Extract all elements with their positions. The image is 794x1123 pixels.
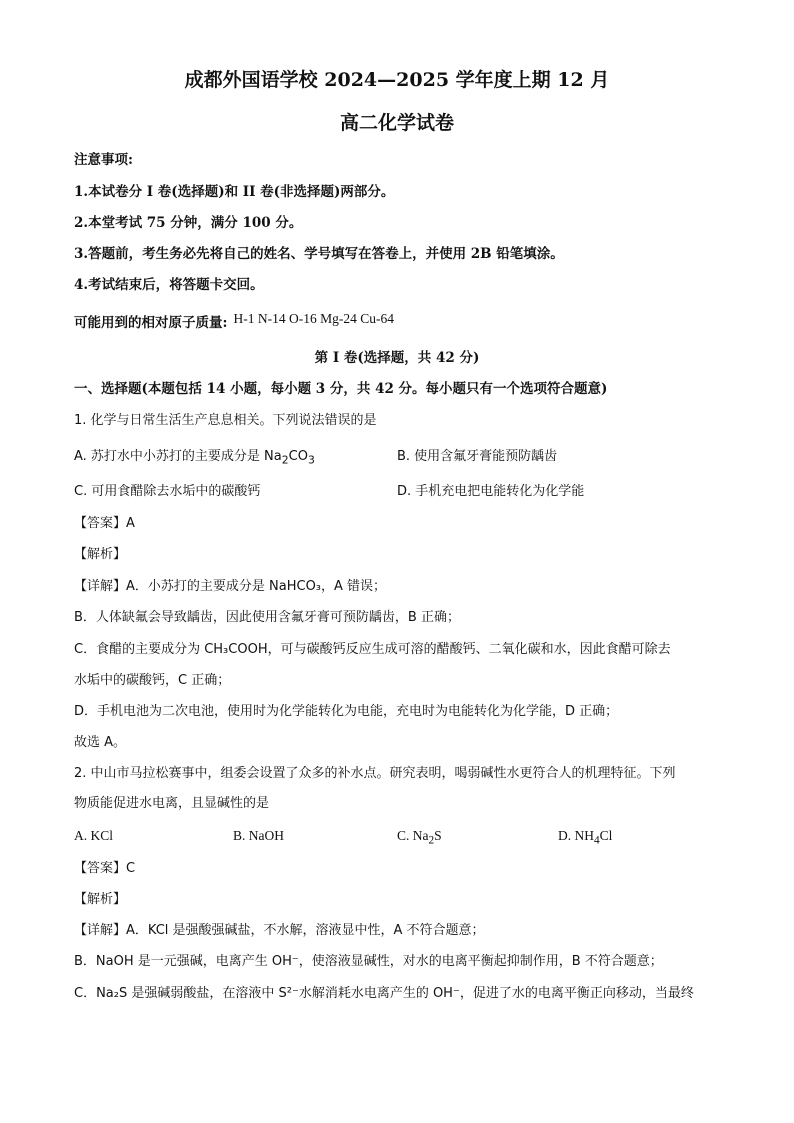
atomic-mass-values: H-1 N-14 O-16 Mg-24 Cu-64 bbox=[233, 311, 394, 326]
q2-detail-3: C．Na₂S 是强碱弱酸盐，在溶液中 S²⁻水解消耗水电离产生的 OH⁻，促进了水的电离平衡正向移动，当最终 bbox=[74, 986, 694, 1001]
q2-option-d-pre: D. NH bbox=[558, 828, 594, 843]
notice-item-4: 4.考试结束后，将答题卡交回。 bbox=[74, 277, 264, 293]
section1-instruction: 一、选择题(本题包括 14 小题，每小题 3 分，共 42 分。每小题只有一个选项符合题意) bbox=[74, 381, 608, 397]
q2-stem-line2: 物质能促进水电离，且显碱性的是 bbox=[74, 796, 270, 811]
q1-option-a bbox=[74, 447, 315, 471]
notice-item-1: 1.本试卷分 I 卷(选择题)和 II 卷(非选择题)两部分。 bbox=[74, 184, 395, 200]
q1-detail-1: 【详解】A．小苏打的主要成分是 NaHCO₃，A 错误； bbox=[74, 579, 387, 594]
q2-option-a: A. KCl bbox=[74, 828, 114, 843]
q1-option-b: B. 使用含氟牙膏能预防龋齿 bbox=[397, 449, 558, 464]
q1-stem: 1. 化学与日常生活生产息息相关。下列说法错误的是 bbox=[74, 413, 377, 428]
q1-answer-label: 【答案】 bbox=[74, 516, 127, 531]
q2-option-b: B. NaOH bbox=[233, 828, 284, 843]
atomic-mass-row bbox=[74, 313, 394, 333]
q1-option-a-text: A. 苏打水中小苏打的主要成分是 Na bbox=[74, 449, 282, 464]
q1-detail-6: 故选 A。 bbox=[74, 735, 127, 750]
q2-option-d-post: Cl bbox=[599, 828, 613, 843]
q2-option-d bbox=[558, 826, 612, 851]
atomic-mass-label: 可能用到的相对原子质量: bbox=[74, 315, 228, 331]
q1-answer bbox=[74, 514, 135, 534]
q1-option-a-sub2: 3 bbox=[307, 453, 315, 467]
q1-analysis-label: 【解析】 bbox=[74, 547, 127, 562]
q1-option-d: D. 手机充电把电能转化为化学能 bbox=[397, 484, 585, 499]
q1-detail-2: B．人体缺氟会导致龋齿，因此使用含氟牙膏可预防龋齿，B 正确； bbox=[74, 610, 460, 625]
q2-option-c-post: S bbox=[434, 828, 442, 843]
notice-heading: 注意事项: bbox=[74, 152, 133, 168]
q2-detail-1: 【详解】A．KCl 是强酸强碱盐，不水解，溶液显中性，A 不符合题意； bbox=[74, 923, 485, 938]
exam-title: 成都外国语学校 2024—2025 学年度上期 12 月 bbox=[184, 69, 610, 91]
q2-detail-2: B．NaOH 是一元强碱，电离产生 OH⁻，使溶液显碱性，对水的电离平衡起抑制作用，B 不符合题意； bbox=[74, 954, 663, 969]
q1-option-c: C. 可用食醋除去水垢中的碳酸钙 bbox=[74, 484, 261, 499]
q2-option-d-sub: 4 bbox=[594, 834, 600, 847]
q1-option-a-mid: CO bbox=[288, 449, 308, 464]
exam-subtitle: 高二化学试卷 bbox=[339, 112, 454, 134]
section1-title: 第 I 卷(选择题，共 42 分) bbox=[314, 350, 480, 366]
q2-analysis-label: 【解析】 bbox=[74, 892, 127, 907]
notice-item-3: 3.答题前，考生务必先将自己的姓名、学号填写在答卷上，并使用 2B 铅笔填涂。 bbox=[74, 246, 564, 262]
q2-answer-label: 【答案】 bbox=[74, 861, 127, 876]
q1-detail-4: 水垢中的碳酸钙，C 正确； bbox=[74, 673, 231, 688]
q2-option-c bbox=[397, 826, 442, 851]
q1-option-a-sub1: 2 bbox=[281, 453, 289, 467]
q2-stem-line1: 2. 中山市马拉松赛事中，组委会设置了众多的补水点。研究表明，喝弱碱性水更符合人的机理特征。下列 bbox=[74, 766, 676, 781]
q2-option-c-pre: C. Na bbox=[397, 828, 429, 843]
notice-item-2: 2.本堂考试 75 分钟，满分 100 分。 bbox=[74, 215, 303, 231]
q2-option-c-sub: 2 bbox=[428, 834, 435, 847]
q1-detail-5: D．手机电池为二次电池，使用时为化学能转化为电能，充电时为电能转化为化学能，D 正确； bbox=[74, 704, 619, 719]
q2-answer bbox=[74, 859, 135, 879]
q1-detail-3: C．食醋的主要成分为 CH₃COOH，可与碳酸钙反应生成可溶的醋酸钙、二氧化碳和水，因此食醋可除去 bbox=[74, 642, 671, 657]
q1-answer-value: A bbox=[126, 516, 135, 531]
q2-answer-value: C bbox=[126, 861, 136, 876]
